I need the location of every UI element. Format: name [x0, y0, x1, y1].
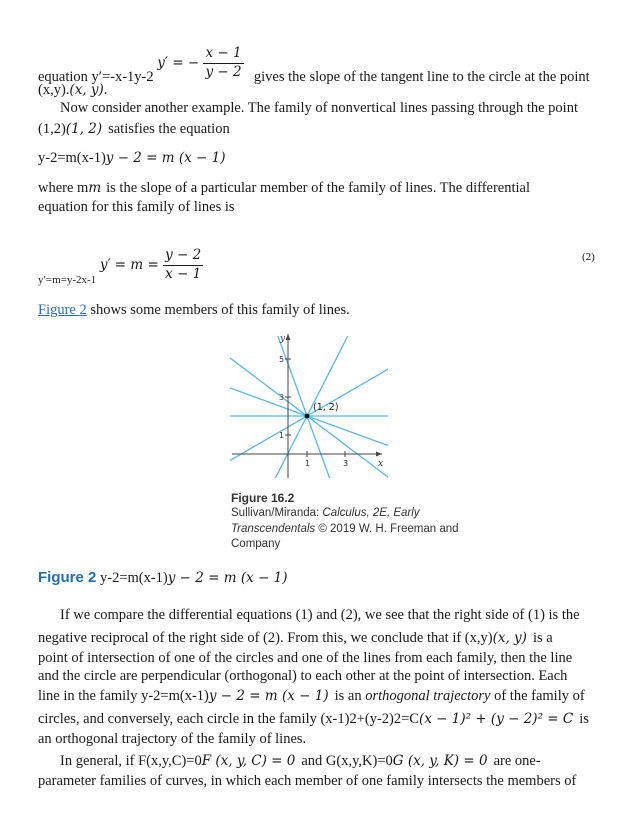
eq2-denominator: x − 1 — [165, 265, 202, 282]
para4-line3 — [38, 650, 572, 667]
para4-text-6b: is — [579, 711, 589, 727]
math-point-12: (1, 2) — [65, 121, 103, 137]
family-of-lines — [224, 330, 394, 480]
para5-math-G: G (x, y, K) = 0 — [392, 753, 488, 769]
x-tick-label-1: 1 — [305, 459, 311, 468]
x-axis-label: x — [378, 459, 384, 469]
figure-caption-book: Calculus, 2E, Early Transcendentals — [231, 507, 420, 535]
eq2-lhs: y′ = m = — [99, 256, 159, 273]
para4-text-7: an orthogonal trajectory of the family of lines. — [38, 731, 307, 747]
para5-text-1c: are one- — [493, 753, 541, 769]
figure-caption — [38, 569, 288, 587]
text-equation-suffix: gives the slope of the tangent line to the circle at the point — [253, 68, 590, 85]
line-point-xy — [38, 82, 107, 99]
figure-caption-authors: Sullivan/Miranda: — [231, 507, 323, 520]
differential-equation-2 — [38, 236, 203, 286]
x-axis-arrow — [376, 452, 382, 457]
equation-number: (2) — [582, 251, 595, 263]
figure-caption-title: Figure 16.2 — [231, 491, 295, 505]
x-tick-label-3: 3 — [343, 459, 349, 468]
para4-text-6a: circles, and conversely, each circle in the family (x-1)2+(y-2)2=C — [38, 711, 419, 727]
para4-line4 — [38, 668, 567, 685]
equation-math: y − 2 = m (x − 1) — [105, 150, 226, 166]
para4-text-3: point of intersection of one of the circles and one of the lines from each family, then the line — [38, 650, 573, 666]
para2-text-1: Now consider another example. The family of nonvertical lines passing through the point — [60, 100, 578, 116]
text-equation-prefix: equation y′=-x-1y-2 — [38, 68, 154, 85]
caption-label: Figure 2 — [38, 569, 97, 586]
para5-text-1a: In general, if F(x,y,C)=0 — [60, 753, 202, 769]
para2-line2 — [38, 121, 230, 138]
fraction-denominator: y − 2 — [205, 63, 242, 80]
para4-text-2b: is a — [532, 630, 553, 646]
para3-text-2: equation for this family of lines is — [38, 199, 235, 215]
math-fraction — [203, 46, 243, 80]
caption-text: y-2=m(x-1) — [99, 570, 168, 586]
y-tick-label-1: 1 — [279, 431, 285, 440]
para4-text-2a: negative reciprocal of the right side of (2). From this, we conclude that if (x,y) — [38, 630, 493, 646]
math-y-prime — [157, 45, 248, 80]
y-axis-arrow — [286, 334, 291, 340]
para4-math-xy: (x, y) — [492, 630, 527, 646]
para4-math-circle: (x − 1)² + (y − 2)² = C — [418, 711, 574, 727]
para4-line1 — [60, 607, 580, 624]
para2-line1 — [60, 100, 578, 117]
equation-line — [38, 150, 226, 167]
fraction-numerator: x − 1 — [203, 46, 243, 64]
para4-text-5a: line in the family y-2=m(x-1) — [38, 688, 209, 704]
para3-line1 — [38, 180, 530, 197]
para4-math-line: y − 2 = m (x − 1) — [208, 688, 329, 704]
para3-line2 — [38, 199, 235, 216]
para5-line1 — [60, 753, 541, 770]
para4-line6 — [38, 711, 589, 728]
figure-caption-body — [231, 506, 471, 553]
para3-text-a: where m — [38, 180, 89, 196]
para4-text-5c: of the family of — [494, 688, 585, 704]
equation-text: y-2=m(x-1) — [38, 150, 106, 166]
figure-caption-rest: © 2019 W. H. Freeman and Company — [231, 522, 459, 551]
line-equation-1 — [38, 40, 590, 85]
para5-text-2: parameter families of curves, in which each member of one family intersects the members of — [38, 773, 577, 789]
para5-line2 — [38, 773, 576, 790]
figure-source-caption — [231, 490, 471, 553]
math-y-prime-lhs: y′ = − — [157, 54, 200, 71]
para4-emphasis: orthogonal trajectory — [365, 688, 491, 704]
figref-rest: shows some members of this family of lines. — [90, 302, 350, 318]
y-tick-label-5: 5 — [279, 355, 285, 364]
eq2-math — [99, 247, 203, 282]
math-point: (x, y) — [69, 82, 104, 98]
intersection-point — [305, 414, 310, 419]
figure-reference-line — [38, 302, 350, 319]
para2-text-point: (1,2) — [38, 121, 66, 137]
caption-math: y − 2 = m (x − 1) — [167, 570, 288, 586]
math-m: m — [88, 180, 102, 196]
para4-line5 — [38, 688, 585, 705]
para4-line7 — [38, 731, 306, 748]
text-point: (x,y). — [38, 82, 70, 98]
para5-math-F: F (x, y, C) = 0 — [201, 753, 296, 769]
para3-text-b: is the slope of a particular member of the family of lines. The differential — [106, 180, 530, 196]
text-period: . — [103, 82, 108, 98]
family-line-3 — [253, 330, 362, 480]
eq2-fraction — [163, 248, 203, 282]
para4-text-1: If we compare the differential equations (1) and (2), we see that the right side of (1) is the — [60, 607, 580, 623]
y-axis-label: y — [280, 334, 286, 344]
para2-text-end: satisfies the equation — [108, 121, 230, 137]
para4-line2 — [38, 630, 553, 647]
figure-lines-plot — [224, 330, 394, 480]
y-tick-label-3: 3 — [279, 393, 285, 402]
point-label: (1, 2) — [313, 402, 339, 413]
para5-text-1b: and G(x,y,K)=0 — [301, 753, 393, 769]
figure-2-link[interactable]: Figure 2 — [38, 302, 87, 318]
para4-text-5b: is an — [334, 688, 362, 704]
eq2-text: y′=m=y-2x-1 — [38, 273, 97, 286]
para4-text-4: and the circle are perpendicular (orthogonal) to each other at the point of intersection. Each — [38, 668, 568, 684]
eq2-numerator: y − 2 — [163, 248, 203, 266]
